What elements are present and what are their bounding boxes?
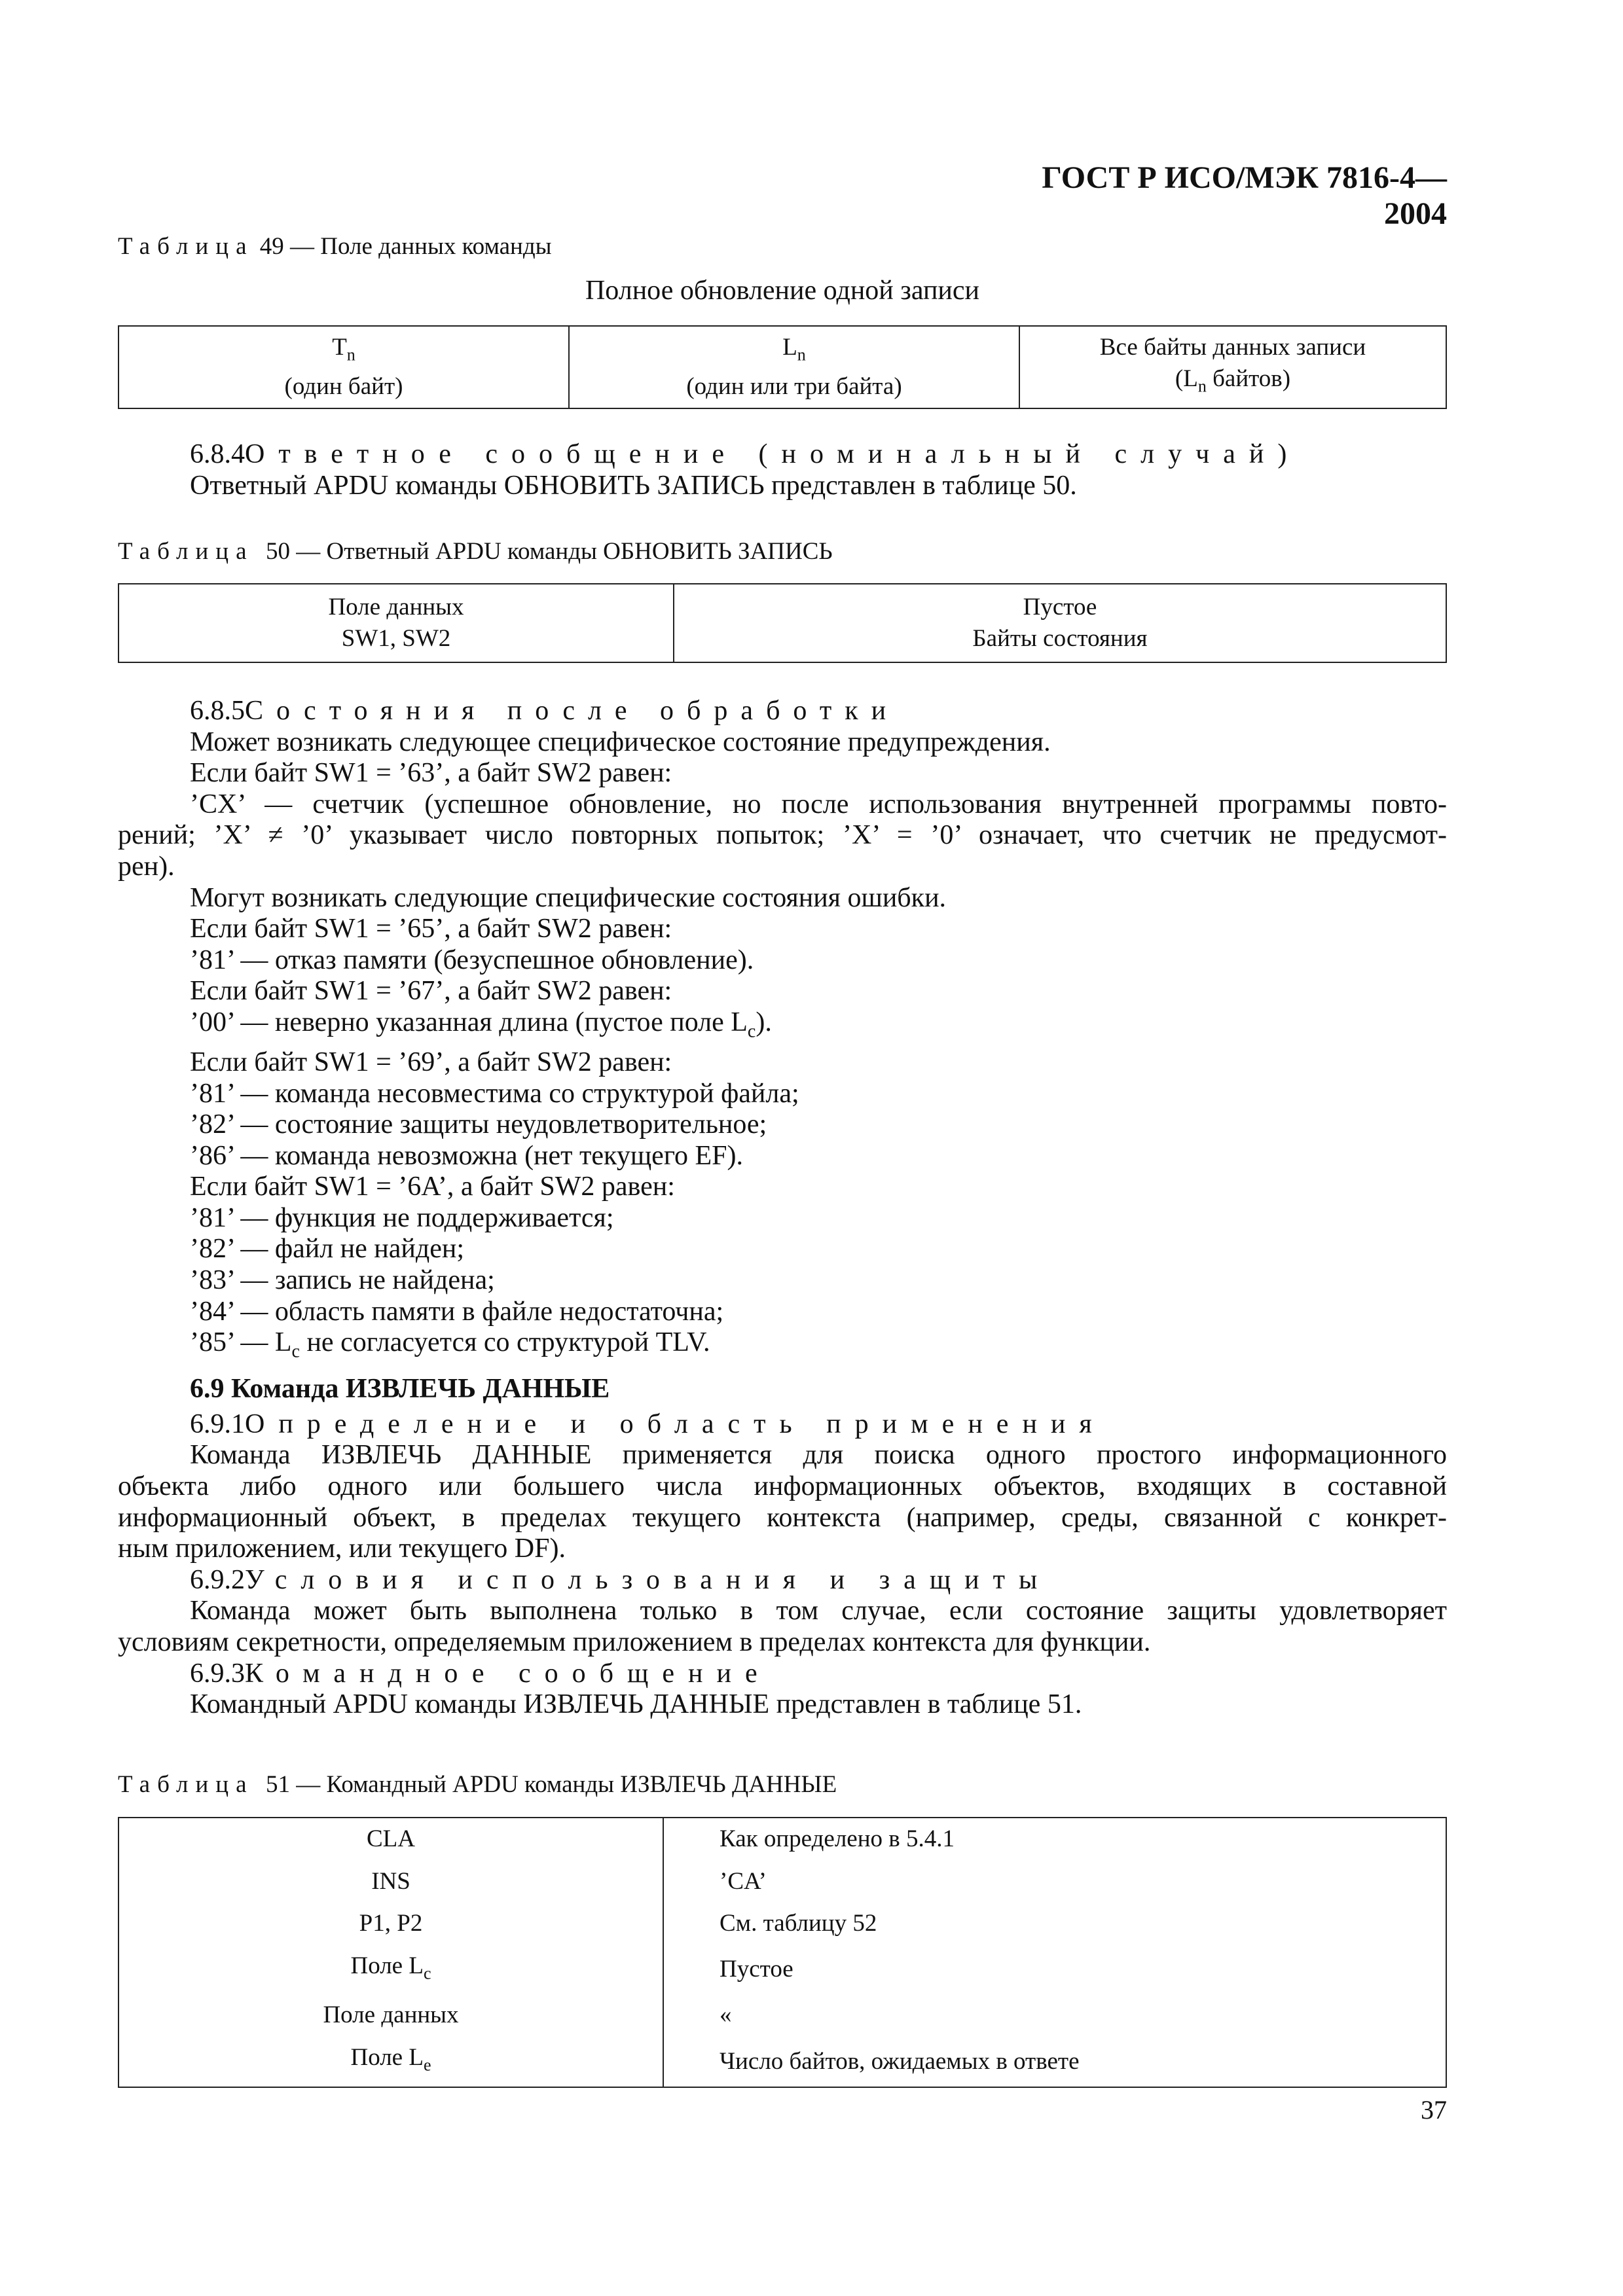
table51-caption [118,1770,837,1799]
table49 [118,325,1447,409]
table51-left-subscript: c [423,1963,431,1982]
section-6-9-1-heading [118,1409,1447,1441]
text-line-part: ’85’ — L [190,1327,292,1358]
text-line: ’84’ — область памяти в файле недостаточна; [190,1296,724,1327]
table51-left-subscript: e [423,2055,431,2075]
section-6-9-3-title: Командное сообщение [245,1658,771,1689]
table50 [118,583,1447,663]
section-6-9-1-title: Определение и область применения [245,1408,1106,1439]
table50-caption [118,537,833,565]
text-line: информационный объект, в пределах текущего контекста (например, среды, связанной с конкрет- [118,1502,1447,1533]
table51-cell-left [119,2037,663,2087]
table50-cell-right [674,584,1446,662]
text-line: Могут возникать следующие специфические состояния ошибки. [190,882,947,913]
table-row [119,1945,1446,1995]
table49-tn-subscript: n [346,345,356,365]
text-line-part: ). [756,1007,772,1037]
table51-cell-left: Поле данных [119,1994,663,2037]
text-line-part: ’00’ — неверно указанная длина (пустое поле L [190,1007,748,1037]
table-row [119,1994,1446,2037]
table49-cell-ln [569,326,1019,408]
table49-data-pre: (L [1175,365,1198,393]
text-line: Если байт SW1 = ’6A’, а байт SW2 равен: [190,1172,675,1202]
page-number: 37 [1421,2095,1447,2125]
text-line: ’CX’ — счетчик (успешное обновление, но после использования внутренней программы повто- [190,789,1447,819]
text-line-part: не согласуется со структурой TLV. [299,1327,710,1358]
text-line: рений; ’X’ ≠ ’0’ указывает число повторных попыток; ’X’ = ’0’ означает, что счетчик не предусмот- [118,820,1447,851]
text-line: Если байт SW1 = ’67’, а байт SW2 равен: [190,976,672,1007]
table49-ln-symbol: L [782,334,797,361]
text-line: Может возникать следующее специфическое состояние предупреждения. [190,726,1051,757]
text-line: ’82’ — файл не найден; [190,1234,465,1265]
text-line: Команда может быть выполнена только в том случае, если состояние защиты удовлетворяет [190,1596,1447,1626]
text-line: Если байт SW1 = ’69’, а байт SW2 равен: [190,1047,672,1077]
text-subscript: c [291,1341,300,1362]
text-line: Если байт SW1 = ’65’, а байт SW2 равен: [190,914,672,944]
text-line [118,1007,1447,1047]
text-line: ’83’ — запись не найдена; [190,1265,495,1296]
section-6-8-4-body: Ответный APDU команды ОБНОВИТЬ ЗАПИСЬ представлен в таблице 50. [190,470,1077,501]
table51-cell-left: INS [119,1861,663,1903]
table49-ln-desc: (один или три байта) [686,372,902,400]
table-row [119,1818,1446,1861]
table49-data-title: Все байты данных записи [1099,334,1366,361]
text-line: рен). [118,851,175,882]
table49-tn-symbol: T [332,334,347,361]
section-6-8-4-number: 6.8.4 [190,439,245,469]
table51-caption-word: Таблица [118,1771,254,1798]
table51-left-text: Поле L [350,2043,424,2071]
table49-caption [118,232,552,260]
text-line [118,1327,1447,1367]
section-6-9-3-number: 6.9.3 [190,1658,245,1689]
table51-cell-right: Как определено в 5.4.1 [720,1825,955,1852]
section-6-9-2-title: Условия использования и защиты [245,1564,1051,1595]
table51-cell-right: ’CA’ [720,1867,767,1895]
table-row [119,1903,1446,1945]
table51-cell-left [119,1945,663,1995]
table49-subtitle: Полное обновление одной записи [585,276,980,306]
table50-left-line1: Поле данных [328,594,464,620]
section-6-8-4 [118,439,1447,501]
section-6-9-2-heading [118,1565,1447,1596]
section-6-8-5 [118,696,1447,1721]
section-6-9-2-number: 6.9.2 [190,1564,245,1595]
section-6-8-5-heading [118,696,1447,727]
table49-data-post: байтов) [1206,365,1291,393]
section-6-9-3-heading [118,1659,1447,1690]
table51-caption-text: 51 — Командный APDU команды ИЗВЛЕЧЬ ДАННЫЕ [266,1771,837,1798]
section-6-8-5-number: 6.8.5 [190,696,245,726]
table51-cell-left: CLA [119,1818,663,1861]
section-6-9-1-number: 6.9.1 [190,1408,245,1439]
table51-cell-left: P1, P2 [119,1903,663,1945]
section-6-9-title: 6.9 Команда ИЗВЛЕЧЬ ДАННЫЕ [190,1374,610,1405]
table51-left-text: Поле L [350,1952,424,1979]
table49-data-subscript: n [1197,376,1207,396]
text-line: ’82’ — состояние защиты неудовлетворительное; [190,1109,767,1140]
table50-left-line2: SW1, SW2 [341,625,451,652]
table50-caption-text: 50 — Ответный APDU команды ОБНОВИТЬ ЗАПИСЬ [266,538,833,565]
table49-caption-word: Таблица [118,233,254,260]
table51 [118,1817,1447,2088]
text-line: Командный APDU команды ИЗВЛЕЧЬ ДАННЫЕ представлен в таблице 51. [190,1689,1082,1720]
text-line: условиям секретности, определяемым приложением в пределах контекста для функции. [118,1627,1151,1657]
table50-caption-word: Таблица [118,538,254,565]
table51-cell-right: Число байтов, ожидаемых в ответе [720,2047,1080,2075]
table51-cell-right: « [720,2001,732,2029]
table49-tn-desc: (один байт) [284,372,403,400]
text-line: ’81’ — команда несовместима со структурой файла; [190,1078,799,1109]
document-header: ГОСТ Р ИСО/МЭК 7816-4—2004 [1042,160,1447,231]
table49-caption-text: 49 — Поле данных команды [259,233,552,260]
section-6-8-4-heading [118,439,1447,471]
text-line: ным приложением, или текущего DF). [118,1534,566,1564]
section-6-8-4-title: Ответное сообщение (номинальный случай) [245,439,1301,469]
table49-ln-subscript: n [797,345,806,365]
text-line: объекта либо одного или большего числа информационных объектов, входящих в составной [118,1471,1447,1502]
text-line: Если байт SW1 = ’63’, а байт SW2 равен: [190,758,672,789]
table50-right-line1: Пустое [1023,594,1097,620]
text-subscript: c [747,1021,756,1042]
table51-cell-right: Пустое [720,1956,793,1983]
text-line: ’86’ — команда невозможна (нет текущего EF). [190,1140,744,1171]
table50-cell-left [119,584,674,662]
section-6-8-5-title: Состояния после обработки [245,696,900,726]
table-row [119,2037,1446,2087]
table51-cell-right: См. таблицу 52 [720,1910,877,1937]
text-line: ’81’ — отказ памяти (безуспешное обновление). [190,944,754,975]
table49-cell-tn [119,326,569,408]
table50-right-line2: Байты состояния [972,625,1148,652]
text-line: ’81’ — функция не поддерживается; [190,1202,614,1233]
table-row [119,1861,1446,1903]
text-line: Команда ИЗВЛЕЧЬ ДАННЫЕ применяется для поиска одного простого информационного [190,1440,1447,1471]
table49-cell-data [1019,326,1446,408]
